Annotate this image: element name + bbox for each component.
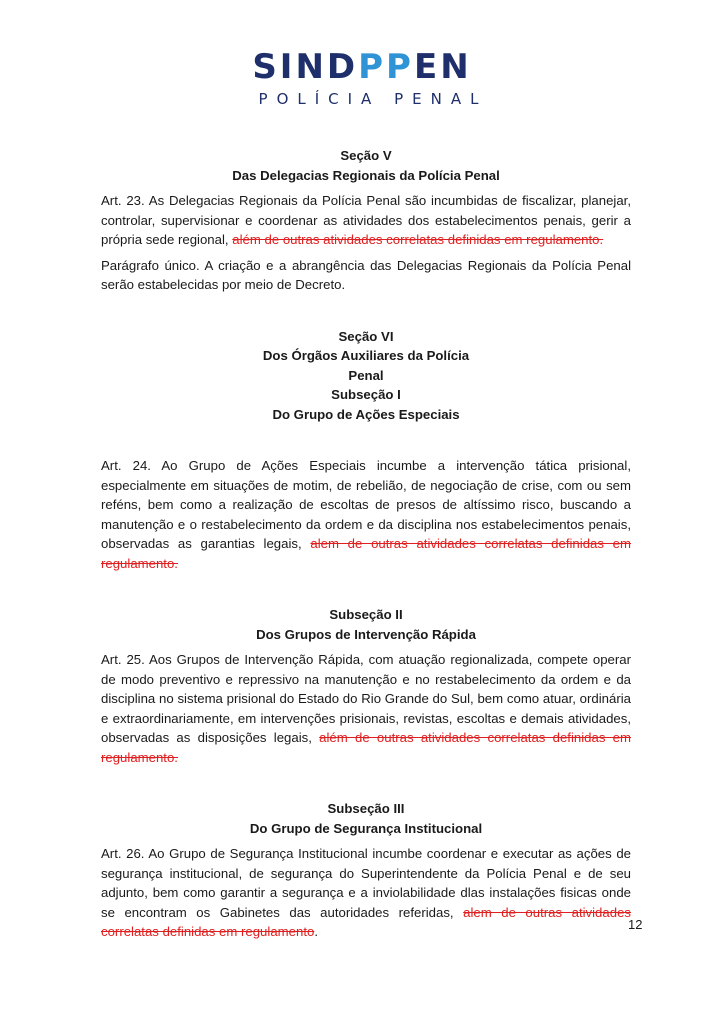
subsection-2-heading bbox=[101, 605, 631, 644]
logo-text-part2: PP bbox=[358, 47, 414, 87]
article-25-struck-text: além de outras atividades correlatas definidas em regulamento. bbox=[101, 730, 632, 765]
article-23 bbox=[101, 191, 631, 250]
logo-subtitle: POLÍCIA PENAL bbox=[258, 90, 488, 108]
subsection-1-subtitle: Do Grupo de Ações Especiais bbox=[272, 406, 460, 422]
article-23-struck-text: além de outras atividades correlatas definidas em regulamento. bbox=[232, 232, 604, 247]
article-25 bbox=[101, 650, 631, 767]
section-5-subtitle: Das Delegacias Regionais da Polícia Penal bbox=[232, 167, 500, 183]
logo-text-part3: EN bbox=[413, 47, 472, 87]
page-number: 12 bbox=[628, 917, 643, 932]
logo-text-part1: SIND bbox=[252, 47, 359, 87]
section-6-subtitle-line1: Dos Órgãos Auxiliares da Polícia bbox=[262, 348, 470, 363]
article-26-end: . bbox=[314, 924, 318, 939]
article-23-text: Art. 23. As Delegacias Regionais da Polícia Penal são incumbidas de fiscalizar, planejar, controlar, supervisionar e coordenar as atividades dos estabelecimentos penais, gerir a própria sede regional, bbox=[101, 193, 631, 247]
article-24-text: Art. 24. Ao Grupo de Ações Especiais incumbe a intervenção tática prisional, especialmente em situações de motim, de rebelião, de negociação de crise, com ou sem reféns, bem como a realização de escoltas de presos de altíssimo risco, buscando a manutenção e o restabelecimento da ordem e da disciplina nos estabelecimentos penais, observadas as garantias legais, bbox=[101, 458, 631, 551]
subsection-2-subtitle: Dos Grupos de Intervenção Rápida bbox=[256, 626, 476, 642]
logo bbox=[0, 48, 724, 108]
subsection-3-subtitle: Do Grupo de Segurança Institucional bbox=[249, 820, 483, 836]
subsection-1-title: Subseção I bbox=[331, 387, 401, 402]
section-5-title: Seção V bbox=[340, 148, 392, 163]
section-6-title: Seção VI bbox=[338, 328, 394, 344]
subsection-3-title: Subseção III bbox=[327, 801, 405, 816]
section-6-subtitle-line2: Penal bbox=[348, 367, 384, 383]
article-24 bbox=[101, 456, 631, 573]
section-5-heading bbox=[101, 146, 631, 185]
article-26-text: Art. 26. Ao Grupo de Segurança Institucional incumbe coordenar e executar as ações de segurança institucional, de segurança do Superintendente da Polícia Penal e de seu adjunto, bem como garantir a segurança e a inviolabilidade dlas instalações fisicas onde se encontram os Gabinetes das autoridades referidas, bbox=[101, 846, 631, 920]
section-6-heading bbox=[101, 327, 631, 425]
document-body bbox=[101, 146, 631, 942]
article-26-struck-text: alem de outras atividades correlatas definidas em regulamento bbox=[101, 904, 631, 939]
article-23-paragrafo-unico: Parágrafo único. A criação e a abrangência das Delegacias Regionais da Polícia Penal serão estabelecidas por meio de Decreto. bbox=[101, 257, 631, 292]
article-24-struck-text: alem de outras atividades correlatas definidas em regulamento. bbox=[101, 536, 632, 571]
article-25-text: Art. 25. Aos Grupos de Intervenção Rápida, com atuação regionalizada, compete operar de modo preventivo e repressivo na manutenção e no restabelecimento da ordem e da disciplina no sistema prisional do Estado do Rio Grande do Sul, bem como atuar, ordinária e extraordinariamente, em intervenções prisionais, revistas, escoltas e demais atividades, observadas as disposições legais, bbox=[101, 652, 631, 745]
article-26 bbox=[101, 844, 631, 942]
subsection-3-heading bbox=[101, 799, 631, 838]
subsection-2-title: Subseção II bbox=[329, 607, 403, 622]
logo-wordmark bbox=[0, 48, 724, 86]
